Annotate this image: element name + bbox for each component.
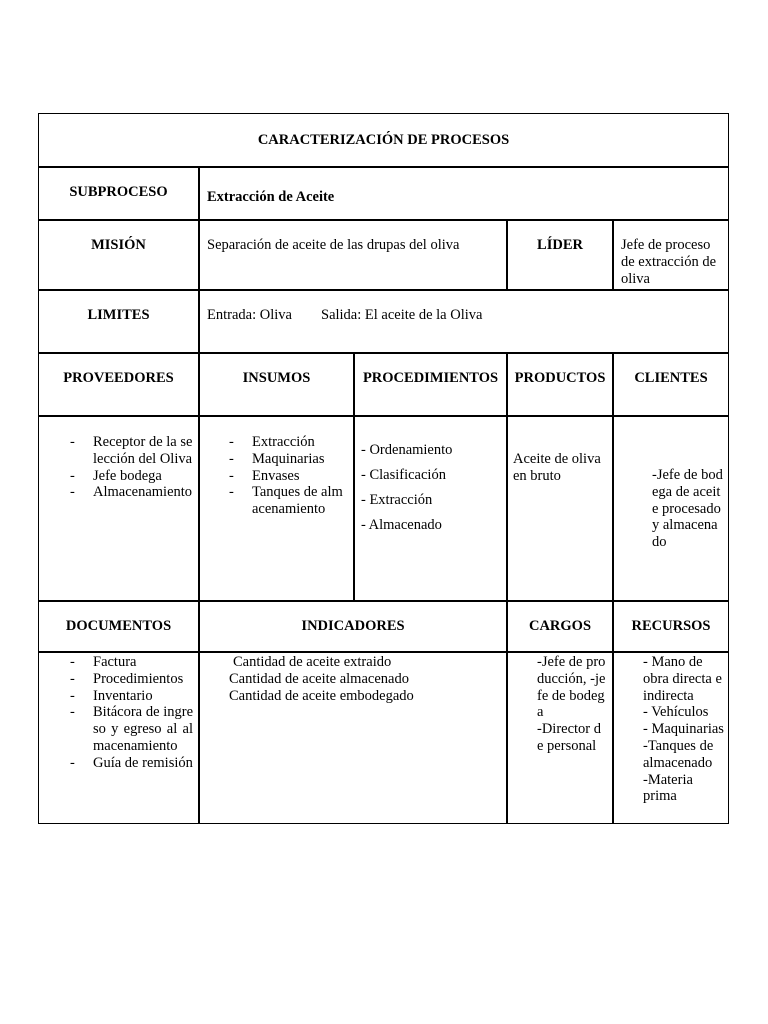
indicador-1: Cantidad de aceite extraido <box>233 654 392 670</box>
header-clientes: CLIENTES <box>634 370 708 386</box>
list-item: - Guía de remisión <box>93 755 193 772</box>
list-item: - Ordenamiento <box>361 442 453 458</box>
subproceso-value: Extracción de Aceite <box>207 189 335 205</box>
list-item: - Envases <box>252 468 349 485</box>
list-item: - Extracción <box>252 434 349 451</box>
productos-value: Aceite de oliva en bruto <box>513 451 601 484</box>
documentos-list <box>93 654 193 772</box>
lider-value: Jefe de proceso de extracción de oliva <box>621 237 717 287</box>
list-item: - Maquinarias <box>643 721 724 738</box>
list-item: -Director de personal <box>537 721 602 754</box>
header-recursos: RECURSOS <box>631 618 711 634</box>
list-item: - Inventario <box>93 688 193 705</box>
subproceso-label: SUBPROCESO <box>69 184 168 200</box>
limites-entrada: Entrada: Oliva <box>207 307 292 323</box>
list-item: - Mano de obra directa e indirecta <box>643 654 722 704</box>
list-item: - Tanques de almacenamiento <box>252 484 349 518</box>
limites-salida: Salida: El aceite de la Oliva <box>321 307 483 323</box>
list-item: -Materia prima <box>643 771 693 805</box>
list-item: - Procedimientos <box>93 671 193 688</box>
list-item: - Vehículos <box>643 704 709 721</box>
recursos-list <box>643 654 727 805</box>
indicador-2: Cantidad de aceite almacenado <box>229 671 409 687</box>
header-indicadores: INDICADORES <box>301 618 405 634</box>
list-item: - Almacenamiento <box>93 484 193 501</box>
list-item: -Jefe de producción, -jefe de bodega <box>537 654 606 721</box>
table-title: CARACTERIZACIÓN DE PROCESOS <box>257 132 510 148</box>
list-item: - Bitácora de ingreso y egreso al almacenamiento <box>93 704 193 754</box>
list-item: - Jefe bodega <box>93 468 193 485</box>
header-cargos: CARGOS <box>528 618 592 634</box>
header-procedimientos: PROCEDIMIENTOS <box>362 370 499 386</box>
header-proveedores: PROVEEDORES <box>63 370 174 386</box>
list-item: - Extracción <box>361 491 433 508</box>
list-item: - Clasificación <box>361 466 446 483</box>
mision-value: Separación de aceite de las drupas del oliva <box>207 237 460 253</box>
header-documentos: DOCUMENTOS <box>65 618 172 634</box>
limites-label: LIMITES <box>87 307 150 323</box>
lider-label: LÍDER <box>537 237 583 253</box>
mision-label: MISIÓN <box>91 237 146 253</box>
list-item: - Almacenado <box>361 516 442 533</box>
proveedores-list <box>93 434 193 501</box>
indicador-3: Cantidad de aceite embodegado <box>229 688 414 704</box>
list-item: - Receptor de la selección del Oliva <box>93 434 193 468</box>
insumos-list <box>252 434 349 518</box>
clientes-value: -Jefe de bodega de aceite procesado y almacenado <box>652 467 723 551</box>
procedimientos-list <box>361 442 501 542</box>
header-productos: PRODUCTOS <box>514 370 606 386</box>
header-insumos: INSUMOS <box>242 370 311 386</box>
list-item: - Maquinarias <box>252 451 349 468</box>
list-item: -Tanques de almacenado <box>643 737 714 771</box>
process-characterization-table <box>38 113 729 824</box>
list-item: - Factura <box>93 654 193 671</box>
cargos-list <box>537 654 607 755</box>
